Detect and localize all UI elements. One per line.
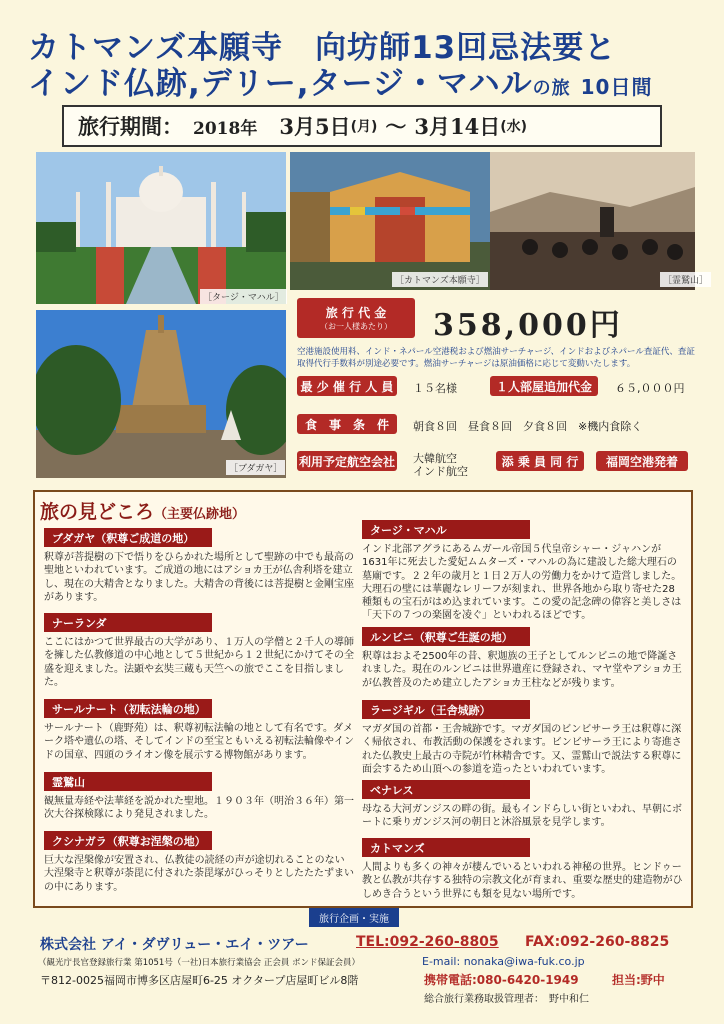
- period-end-weekday: (水): [500, 119, 527, 135]
- highlights-title: [40, 497, 245, 524]
- phone-number[interactable]: TEL:092-260-8805: [356, 934, 499, 950]
- buddhagaya-photo: [36, 310, 286, 478]
- ryojusen-caption: ［霊鷲山］: [660, 272, 711, 287]
- period-start: 3月5日: [279, 114, 351, 139]
- price-value: 358,000円: [433, 308, 623, 343]
- taj-mahal-photo: [36, 152, 286, 304]
- section-text-kushinagar: 巨大な涅槃像が安置され、仏教徒の読経の声が途切れることのない大涅槃寺と釈尊が荼毘に付された荼毘塚がひっそりとしたたたずまいの中にあります。: [44, 855, 354, 893]
- section-text-sarnath: サールナート（鹿野苑）は、釈尊初転法輪の地として有名です。ダメーク塔や遺仏の塔、そしてインドの至宝ともいえる初転法輪像やインドの国章、四頭のライオン像を展示する博物館があります。: [44, 723, 354, 761]
- min-participants-value: １５名様: [413, 382, 457, 395]
- escort-tag: 添 乗 員 同 行: [496, 451, 584, 471]
- taj-mahal-caption: ［タージ・マハル］: [200, 289, 287, 304]
- title-days: 10日間: [580, 75, 653, 99]
- section-text-lumbini: 釈尊はおよそ2500年の昔、釈迦族の王子としてルンビニの地で降誕されました。現在のルンビニは世界遺産に登録され、マヤ堂やアショカ王が仏教普及のため建立したアショカ王柱などが残ります。: [362, 651, 682, 689]
- license-info: （観光庁長官登録旅行業 第1051号（一社)日本旅行業協会 正会員 ボンド保証会員）: [38, 958, 361, 968]
- section-heading-lumbini: ルンビニ（釈尊ご生誕の地）: [362, 627, 530, 646]
- meal-tag: 食 事 条 件: [297, 414, 397, 434]
- fukuoka-departure-tag: 福岡空港発着: [596, 451, 688, 471]
- section-text-buddhagaya: 釈尊が菩提樹の下で悟りをひらかれた場所として聖跡の中でも最高の聖地といわれています。ご成道の地にはアショカ王が仏舎利塔を建立し、現在の大精舎となりました。大精舎の背後には菩提樹と金剛宝座があります。: [44, 552, 354, 603]
- section-heading-sarnath: サールナート（初転法輪の地）: [44, 699, 212, 718]
- period-label: 旅行期間：: [78, 115, 183, 139]
- period-year: 2018年: [193, 118, 258, 139]
- highlights-subtitle: （主要仏跡地）: [154, 507, 246, 522]
- travel-manager: 総合旅行業務取扱管理者： 野中和仁: [424, 994, 589, 1005]
- period-separator: 〜: [385, 115, 407, 139]
- section-text-rajgir: マガダ国の首都・王舎城跡です。マガダ国のビンビサーラ王は釈尊に深く帰依され、布教活動の保護をされます。ビンビサーラ王により寄進された仏教史上最古の寺院が竹林精舎です。又、霊鷲山で説法する釈尊に面会するため山頂への参道を造ったといわれています。: [362, 724, 682, 775]
- section-text-varanasi: 母なる大河ガンジスの畔の街。最もインドらしい街といわれ、早朝にボートに乗りガンジス河の朝日と沐浴風景を見学します。: [362, 804, 683, 829]
- section-heading-kushinagar: クシナガラ（釈尊お涅槃の地）: [44, 831, 212, 850]
- section-heading-ryojusen: 霊鷲山: [44, 772, 212, 791]
- travel-period: [62, 105, 662, 147]
- section-heading-varanasi: ベナレス: [362, 780, 530, 799]
- airline-value-1: 大韓航空: [413, 452, 457, 465]
- kathmandu-temple-photo: [290, 152, 490, 290]
- kathmandu-temple-caption: ［カトマンズ本願寺］: [392, 272, 488, 287]
- highlights-title-main: 旅の見どころ: [40, 501, 155, 523]
- price-label: 旅 行 代 金: [325, 306, 387, 320]
- period-start-weekday: (月): [350, 119, 378, 135]
- section-heading-nalanda: ナーランダ: [44, 613, 212, 632]
- organizer-tag: 旅行企画・実施: [309, 908, 399, 927]
- section-heading-kathmandu: カトマンズ: [362, 838, 530, 857]
- airline-value-2: インド航空: [413, 465, 468, 478]
- airline-tag: 利用予定航空会社: [297, 451, 397, 471]
- section-text-nalanda: ここにはかつて世界最古の大学があり、１万人の学僧と２千人の導師を擁した仏教修道の中心地として５世紀から１２世紀にかけてその全盛を迎えました。法顕や玄奘三蔵も天竺への旅でここを目指しました。: [44, 637, 354, 688]
- period-end: 3月14日: [414, 114, 501, 139]
- title-line-2-main: インド仏跡,デリー,タージ・マハル: [28, 66, 533, 102]
- section-heading-buddhagaya: ブダガヤ（釈尊ご成道の地）: [44, 528, 212, 547]
- company-address: 〒812-0025福岡市博多区店屋町6-25 オクタープ店屋町ビル8階: [40, 974, 359, 987]
- buddhagaya-caption: ［ブダガヤ］: [226, 460, 285, 475]
- section-heading-taj-mahal: タージ・マハル: [362, 520, 530, 539]
- single-room-value: ６５,０００円: [615, 382, 685, 395]
- meal-value: 朝食８回 昼食８回 夕食８回 ※機内食除く: [413, 420, 643, 433]
- price-label-tag: [297, 298, 415, 338]
- min-participants-tag: 最 少 催 行 人 員: [297, 376, 397, 396]
- single-room-tag: １人部屋追加代金: [490, 376, 598, 396]
- section-heading-rajgir: ラージギル（王舎城跡）: [362, 700, 530, 719]
- title-line-2-small: の旅: [532, 78, 571, 99]
- section-text-taj-mahal: インド北部アグラにあるムガール帝国５代皇帝シャー・ジャハンが1631年に死去した愛妃ムムターズ・マハルの為に建設した総大理石の墓廟です。２２年の歳月と１日２万人の労働力をかけて造営しました。大理石の壁には華麗なレリーフが刻まれ、世界各地から取り寄せた28種類もの宝石がはめ込まれています。この愛の記念碑の偉容と美しさは「天下の７つの楽園を凌ぐ」といわれるほどです。: [362, 544, 682, 622]
- section-text-kathmandu: 人間よりも多くの神々が棲んでいるといわれる神秘の世界。ヒンドゥー教と仏教が共存する独特の宗教文化が育まれ、重要な歴史的建造物がひしめき合うという世界にも類を見ない場所です。: [362, 862, 683, 900]
- company-name: 株式会社 アイ・ダヴリュー・エイ・ツアー: [40, 937, 309, 953]
- price-sub-label: （お一人様あたり）: [320, 322, 392, 331]
- fax-number: FAX:092-260-8825: [525, 934, 670, 950]
- price-note: 空港施設使用料、インド・ネパール空港税および燃油サーチャージ、インドおよびネパール査証代、査証取得代行手数料が別途必要です。燃油サーチャージは原油価格に応じて変動いたします。: [297, 347, 695, 369]
- email-address[interactable]: E-mail: nonaka@iwa-fuk.co.jp: [422, 955, 585, 968]
- contact-person: 担当:野中: [612, 973, 665, 987]
- section-text-ryojusen: 観無量寿経や法華経を説かれた聖地。１９０３年（明治３６年）第一次大谷探検隊により発見されました。: [44, 796, 354, 821]
- title-line-2: [28, 58, 652, 103]
- ryojusen-photo: [490, 152, 695, 290]
- mobile-number[interactable]: 携帯電話:080-6420-1949: [424, 973, 579, 987]
- title-line-1: カトマンズ本願寺 向坊師13回忌法要と: [28, 30, 617, 66]
